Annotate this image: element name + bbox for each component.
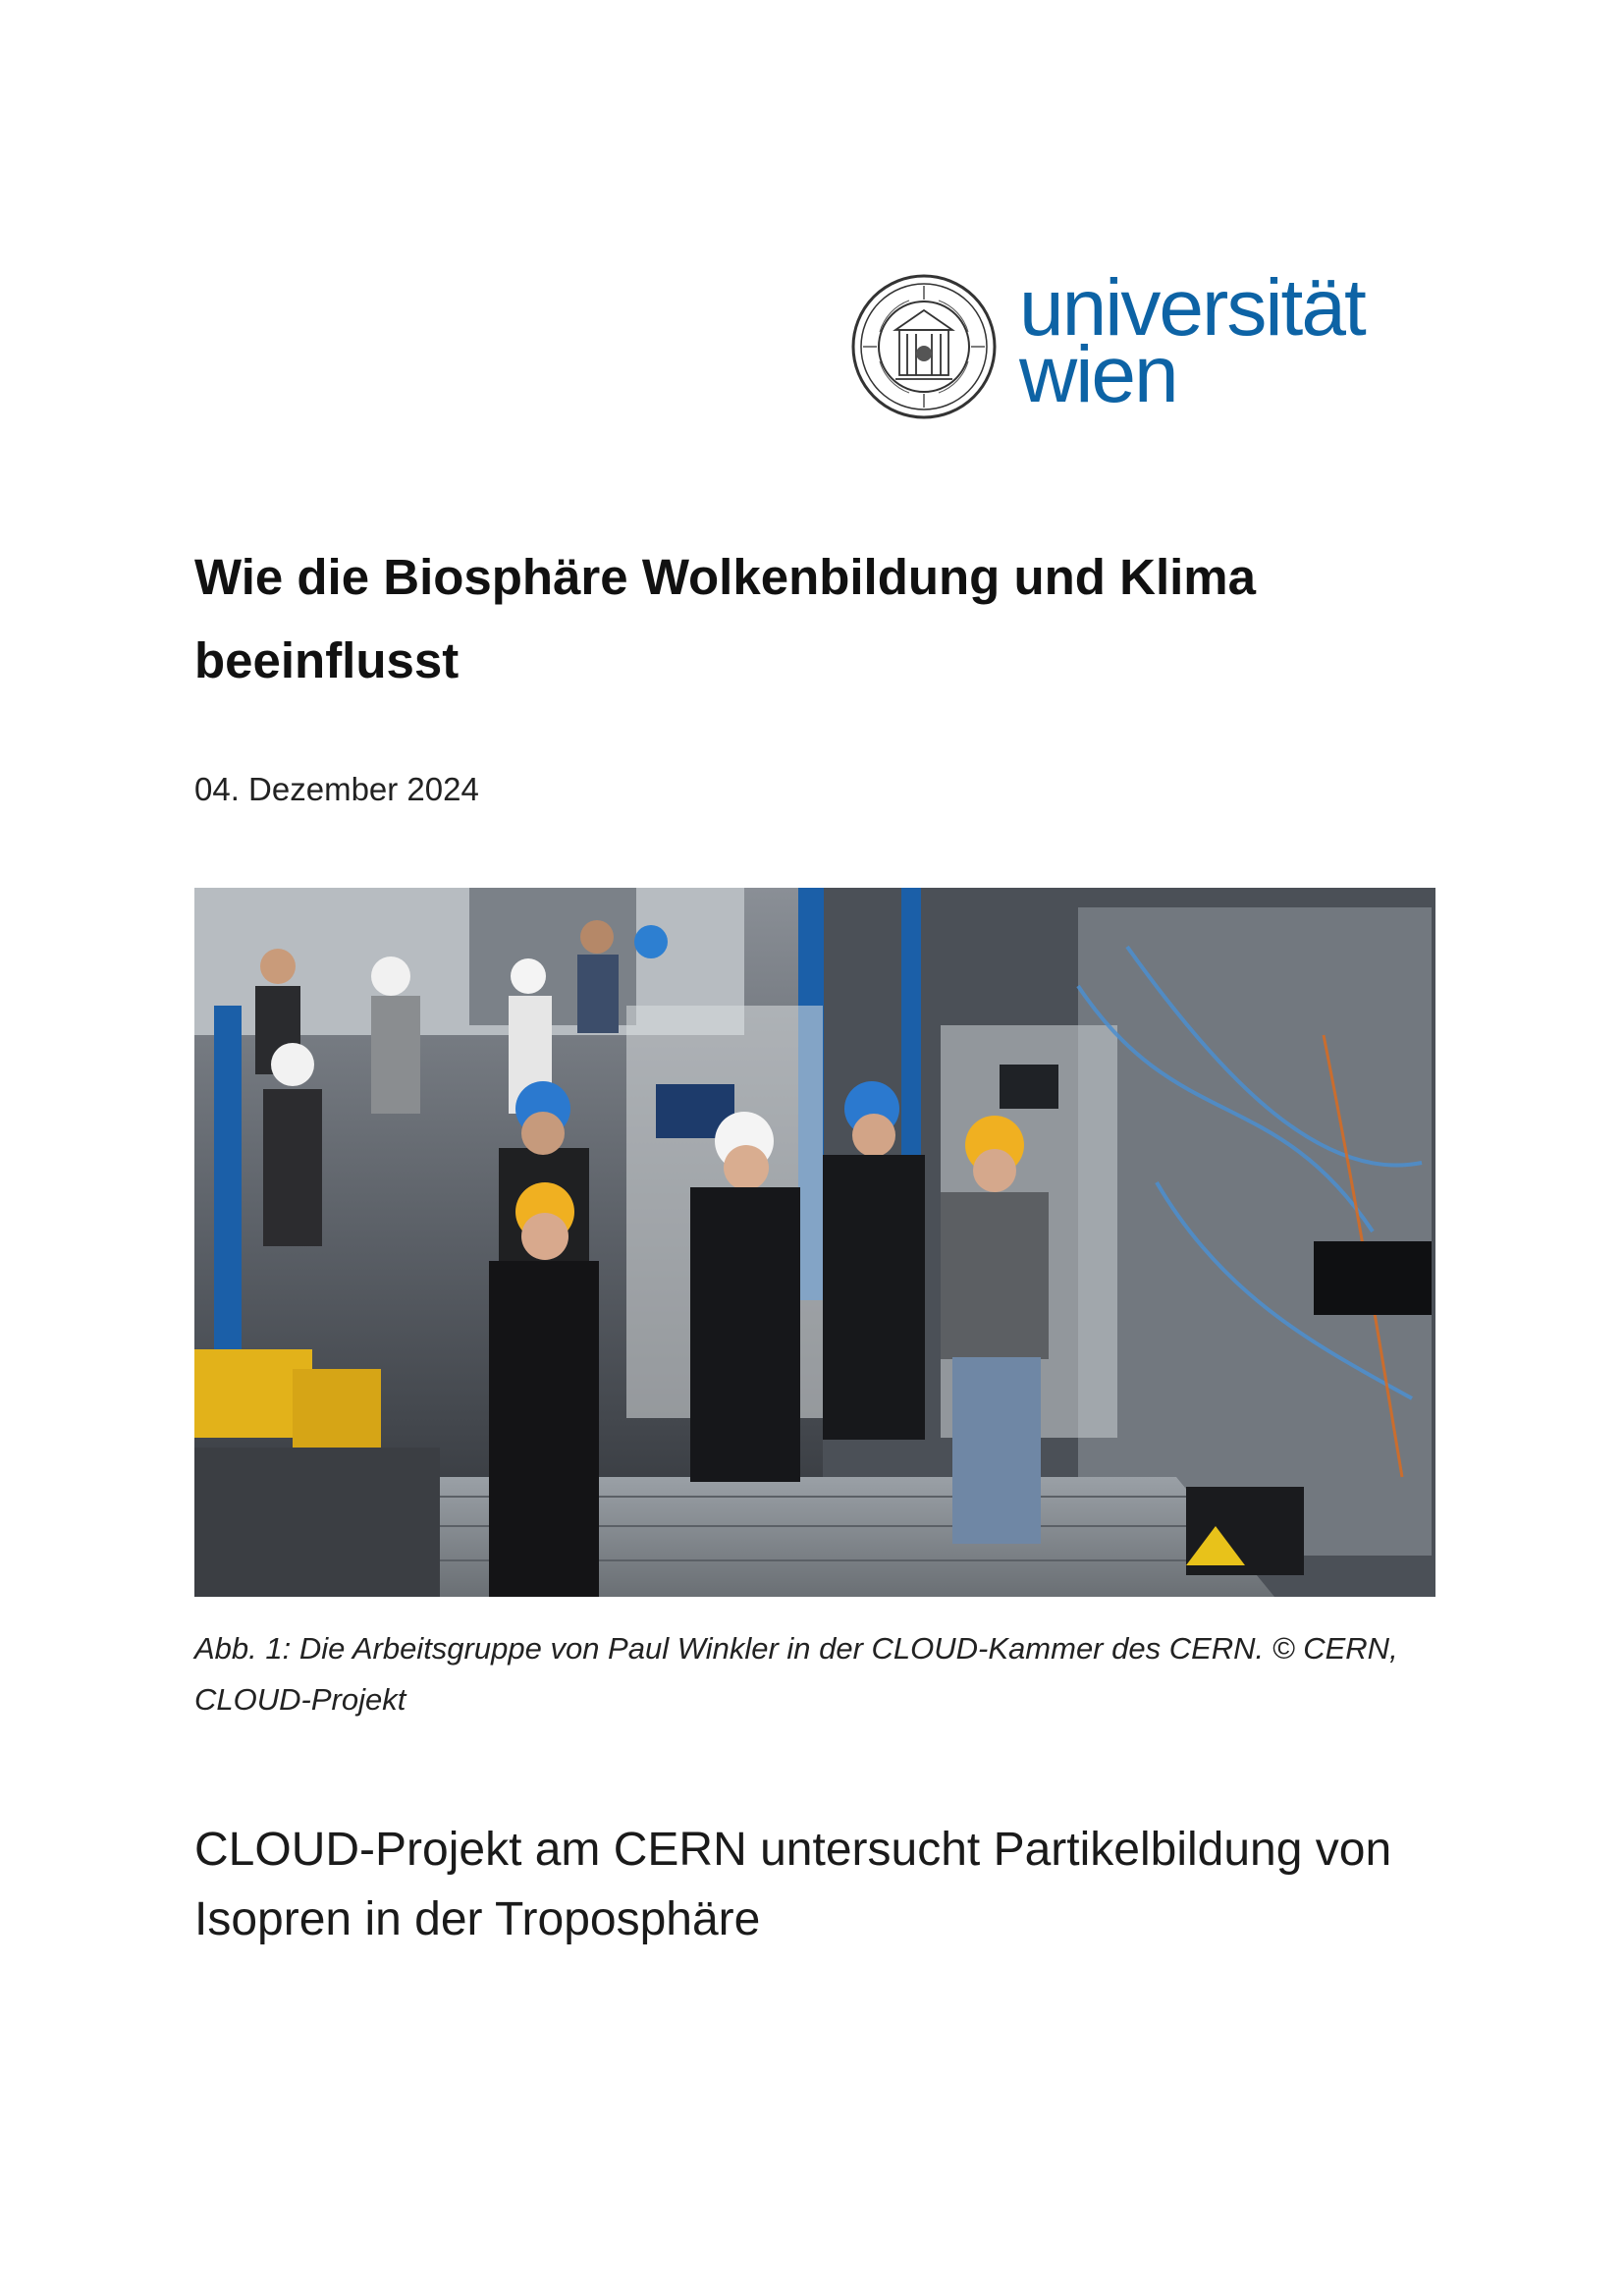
article-photo	[194, 888, 1435, 1597]
university-logo	[850, 263, 1400, 419]
article-subtitle: CLOUD-Projekt am CERN untersucht Partikelbildung von Isopren in der Troposphäre	[194, 1824, 1392, 1945]
logo-wordmark-line2: wien	[1019, 330, 1177, 419]
university-seal-icon	[850, 273, 998, 420]
logo-wordmark-line1: universität	[1019, 263, 1365, 353]
article-date: 04. Dezember 2024	[194, 771, 479, 807]
article-title: Wie die Biosphäre Wolkenbildung und Klima beeinflusst	[194, 549, 1257, 688]
logo-wordmark	[1019, 263, 1365, 419]
figure-caption: Abb. 1: Die Arbeitsgruppe von Paul Winkler in der CLOUD-Kammer des CERN. © CERN, CLOUD-Projekt	[194, 1631, 1398, 1717]
lab-group-photo-image	[194, 888, 1435, 1597]
